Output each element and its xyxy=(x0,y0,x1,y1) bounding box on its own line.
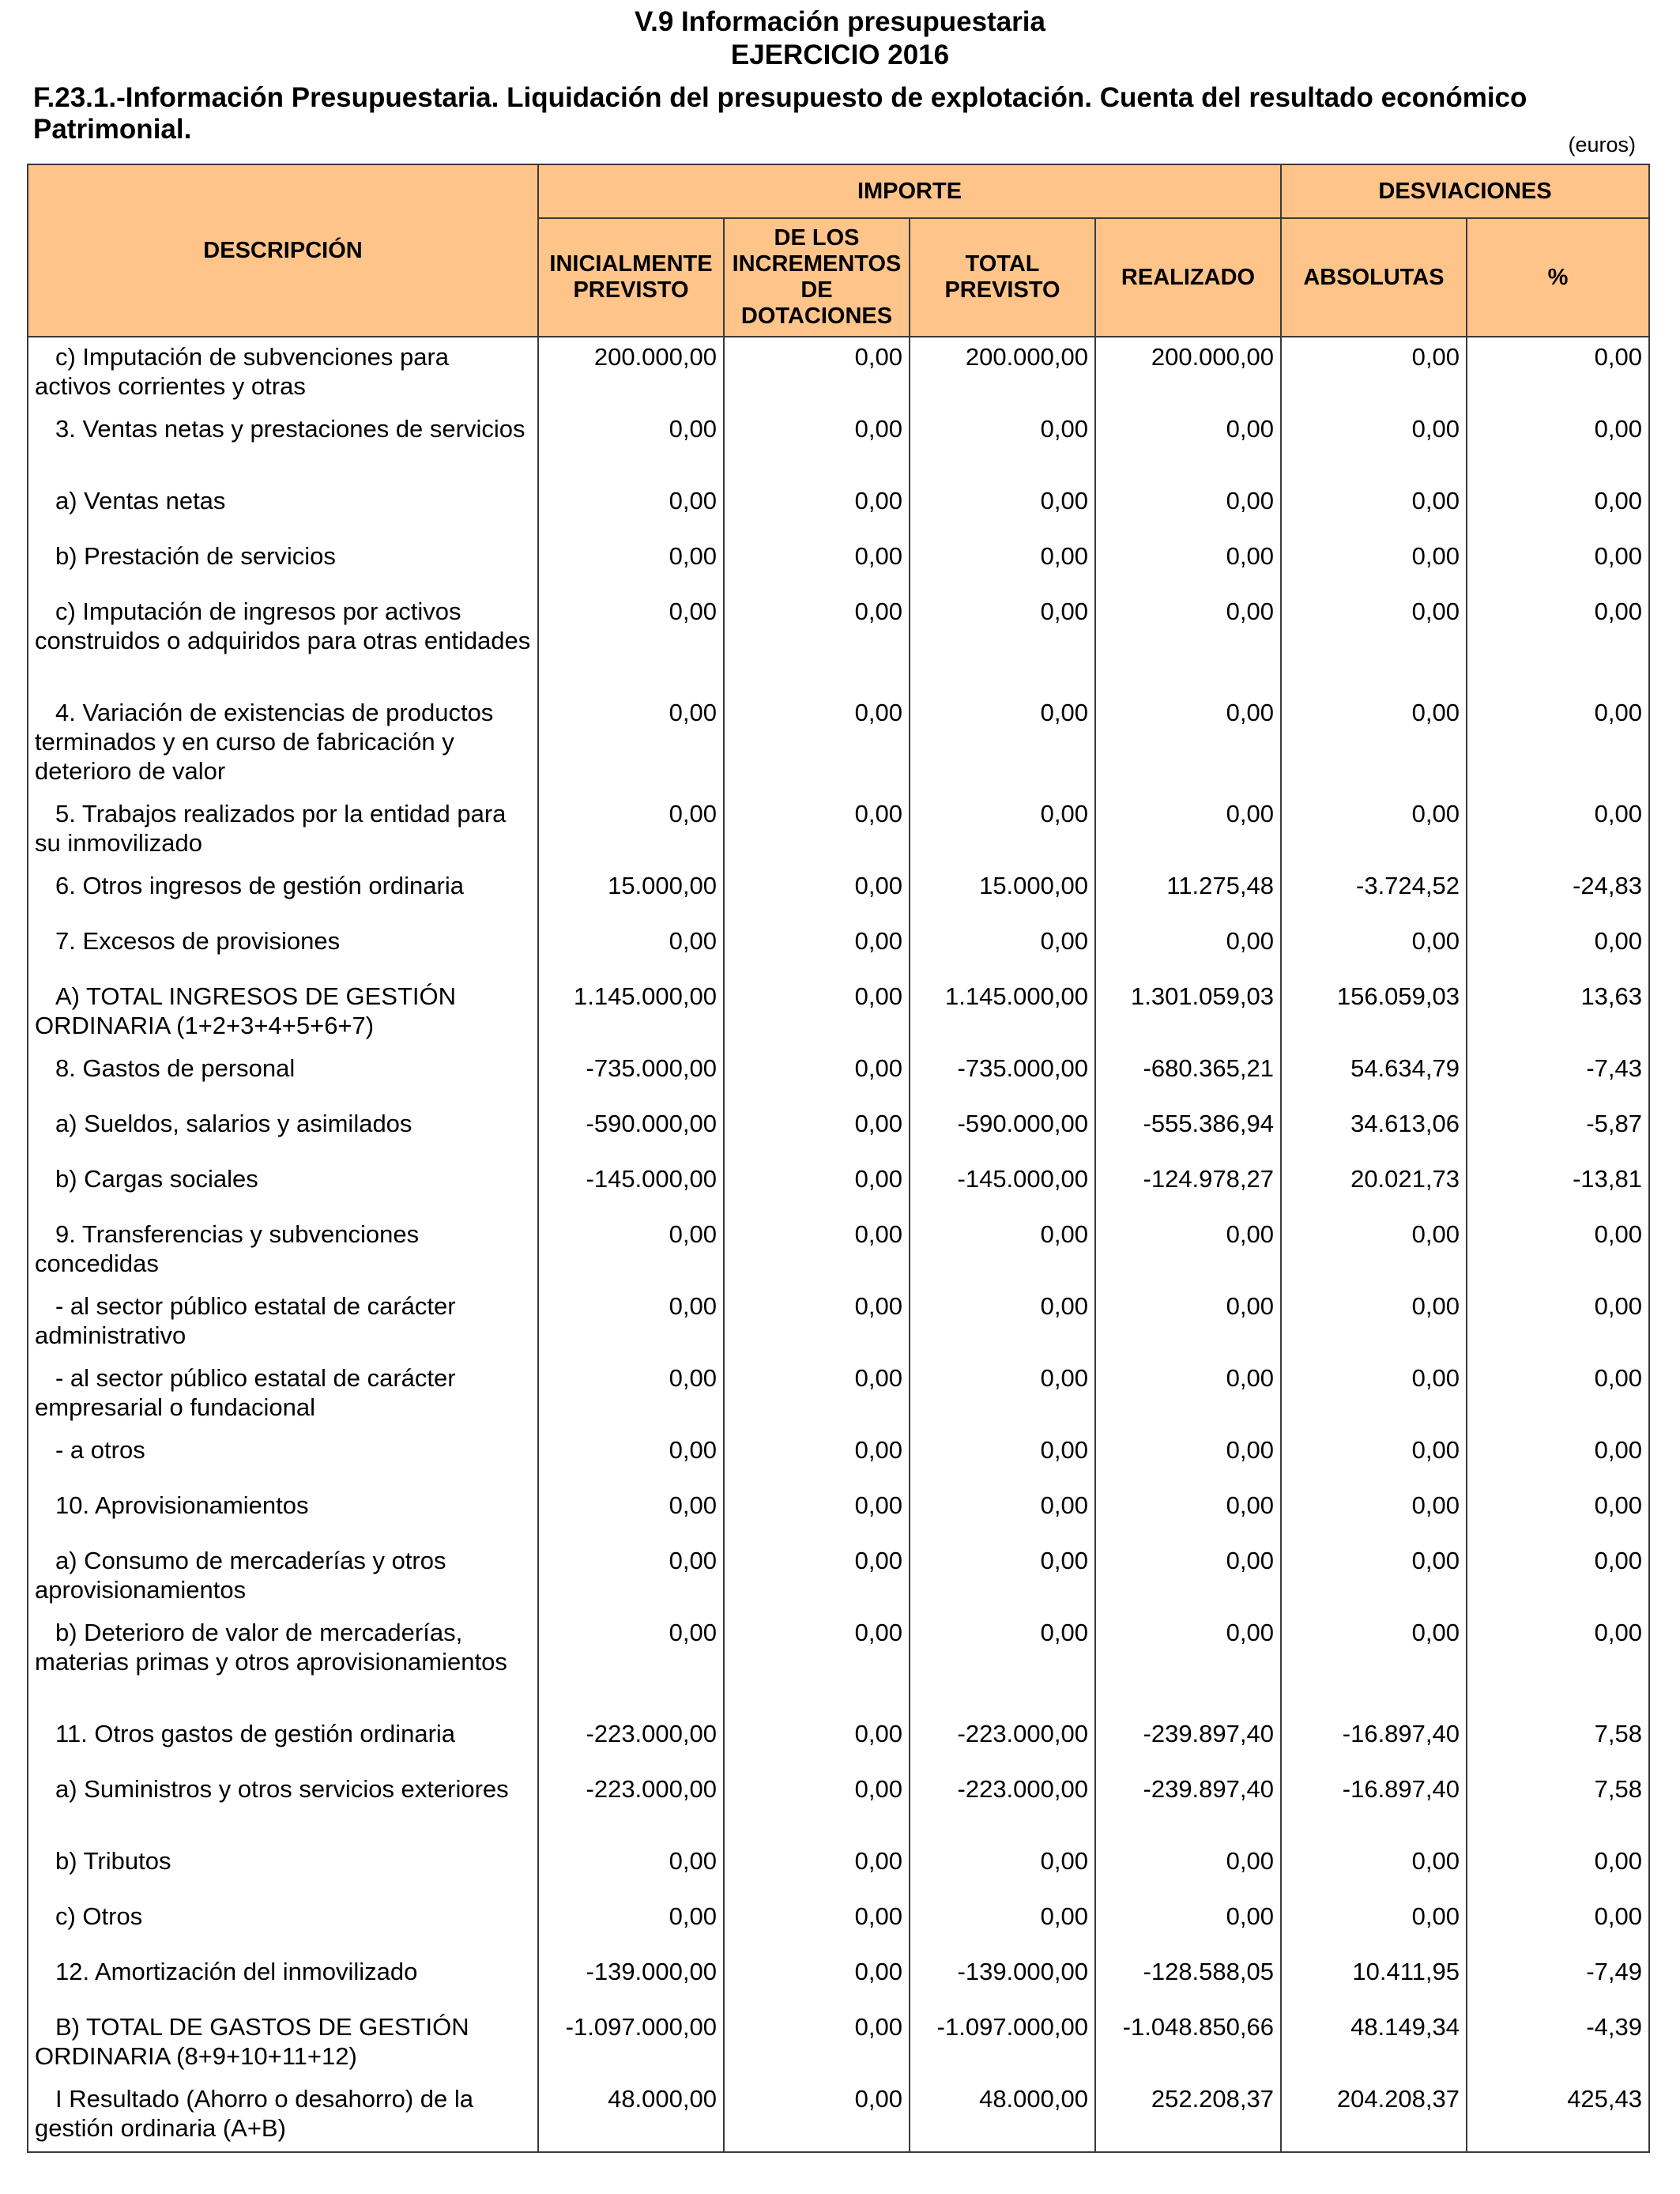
cell-total-previsto: -139.000,00 xyxy=(910,1952,1095,2007)
cell-total-previsto: -1.097.000,00 xyxy=(910,2007,1095,2079)
cell-inicialmente-previsto: 0,00 xyxy=(538,794,724,866)
cell-absolutas: 0,00 xyxy=(1281,1897,1467,1952)
cell-incrementos: 0,00 xyxy=(724,922,910,977)
row-description: 6. Otros ingresos de gestión ordinaria xyxy=(55,872,464,899)
cell-absolutas: -3.724,52 xyxy=(1281,866,1467,922)
cell-porcentaje: 0,00 xyxy=(1467,1359,1649,1431)
cell-total-previsto: 0,00 xyxy=(910,1842,1095,1897)
cell-inicialmente-previsto: 0,00 xyxy=(538,1541,724,1613)
cell-realizado: -555.386,94 xyxy=(1095,1104,1281,1159)
cell-absolutas: 0,00 xyxy=(1281,592,1467,693)
table-row xyxy=(28,1215,1649,1287)
row-description: 12. Amortización del inmovilizado xyxy=(55,1958,418,1985)
row-description-cell xyxy=(28,1714,538,1770)
cell-absolutas: 0,00 xyxy=(1281,922,1467,977)
cell-realizado: 0,00 xyxy=(1095,1359,1281,1431)
cell-inicialmente-previsto: 0,00 xyxy=(538,1287,724,1359)
cell-inicialmente-previsto: 0,00 xyxy=(538,922,724,977)
cell-total-previsto: 0,00 xyxy=(910,1613,1095,1714)
cell-total-previsto: 0,00 xyxy=(910,409,1095,481)
cell-inicialmente-previsto: -590.000,00 xyxy=(538,1104,724,1159)
cell-porcentaje: 0,00 xyxy=(1467,592,1649,693)
cell-incrementos: 0,00 xyxy=(724,592,910,693)
row-description-cell xyxy=(28,2007,538,2079)
cell-inicialmente-previsto: -139.000,00 xyxy=(538,1952,724,2007)
cell-absolutas: 54.634,79 xyxy=(1281,1049,1467,1104)
table-row xyxy=(28,922,1649,977)
cell-absolutas: 0,00 xyxy=(1281,1215,1467,1287)
row-description-cell xyxy=(28,1215,538,1287)
cell-porcentaje: 0,00 xyxy=(1467,794,1649,866)
cell-porcentaje: 0,00 xyxy=(1467,1541,1649,1613)
table-row xyxy=(28,1541,1649,1613)
table-row xyxy=(28,481,1649,537)
col-header-total-previsto: TOTAL PREVISTO xyxy=(910,218,1095,337)
cell-absolutas: 0,00 xyxy=(1281,693,1467,794)
cell-absolutas: -16.897,40 xyxy=(1281,1714,1467,1770)
table-row xyxy=(28,1842,1649,1897)
cell-realizado: -680.365,21 xyxy=(1095,1049,1281,1104)
cell-total-previsto: 0,00 xyxy=(910,794,1095,866)
cell-inicialmente-previsto: 0,00 xyxy=(538,1359,724,1431)
row-description: - al sector público estatal de carácter administrativo xyxy=(35,1292,456,1349)
cell-total-previsto: 0,00 xyxy=(910,1215,1095,1287)
cell-realizado: -239.897,40 xyxy=(1095,1714,1281,1770)
cell-absolutas: 10.411,95 xyxy=(1281,1952,1467,2007)
cell-realizado: -124.978,27 xyxy=(1095,1159,1281,1215)
row-description-cell xyxy=(28,1952,538,2007)
row-description-cell xyxy=(28,1897,538,1952)
cell-realizado: 1.301.059,03 xyxy=(1095,977,1281,1049)
cell-absolutas: 0,00 xyxy=(1281,794,1467,866)
cell-incrementos: 0,00 xyxy=(724,977,910,1049)
table-row xyxy=(28,1486,1649,1541)
cell-incrementos: 0,00 xyxy=(724,1952,910,2007)
cell-incrementos: 0,00 xyxy=(724,2079,910,2152)
table-row xyxy=(28,592,1649,693)
row-description: - a otros xyxy=(55,1436,145,1464)
cell-inicialmente-previsto: 0,00 xyxy=(538,592,724,693)
cell-porcentaje: -7,49 xyxy=(1467,1952,1649,2007)
row-description: 4. Variación de existencias de productos terminados y en curso de fabricación y deterioro de valor xyxy=(35,699,494,785)
cell-inicialmente-previsto: -223.000,00 xyxy=(538,1770,724,1842)
cell-realizado: -128.588,05 xyxy=(1095,1952,1281,2007)
cell-incrementos: 0,00 xyxy=(724,1431,910,1486)
cell-total-previsto: 1.145.000,00 xyxy=(910,977,1095,1049)
cell-incrementos: 0,00 xyxy=(724,1897,910,1952)
table-body xyxy=(28,337,1649,2152)
cell-porcentaje: -13,81 xyxy=(1467,1159,1649,1215)
cell-realizado: 0,00 xyxy=(1095,592,1281,693)
cell-total-previsto: -223.000,00 xyxy=(910,1770,1095,1842)
cell-incrementos: 0,00 xyxy=(724,1770,910,1842)
cell-realizado: 0,00 xyxy=(1095,1486,1281,1541)
row-description: 9. Transferencias y subvenciones concedidas xyxy=(35,1220,420,1277)
cell-absolutas: 0,00 xyxy=(1281,1287,1467,1359)
row-description-cell xyxy=(28,866,538,922)
cell-incrementos: 0,00 xyxy=(724,2007,910,2079)
cell-inicialmente-previsto: -145.000,00 xyxy=(538,1159,724,1215)
cell-realizado: 0,00 xyxy=(1095,1541,1281,1613)
col-header-descripcion: DESCRIPCIÓN xyxy=(28,164,538,337)
cell-inicialmente-previsto: 200.000,00 xyxy=(538,337,724,409)
cell-absolutas: 0,00 xyxy=(1281,481,1467,537)
cell-total-previsto: 0,00 xyxy=(910,537,1095,592)
table-row xyxy=(28,977,1649,1049)
table-row xyxy=(28,1359,1649,1431)
section-title: V.9 Información presupuestaria xyxy=(635,6,1045,37)
cell-incrementos: 0,00 xyxy=(724,337,910,409)
row-description-cell xyxy=(28,1541,538,1613)
report-subtitle: F.23.1.-Información Presupuestaria. Liquidación del presupuesto de explotación. Cuenta del resultado económico Patrimonial. xyxy=(33,82,1527,145)
row-description: 8. Gastos de personal xyxy=(55,1054,296,1082)
table-row xyxy=(28,1431,1649,1486)
cell-incrementos: 0,00 xyxy=(724,1049,910,1104)
cell-inicialmente-previsto: 0,00 xyxy=(538,1613,724,1714)
cell-porcentaje: 0,00 xyxy=(1467,481,1649,537)
cell-total-previsto: 200.000,00 xyxy=(910,337,1095,409)
cell-incrementos: 0,00 xyxy=(724,794,910,866)
cell-porcentaje: 0,00 xyxy=(1467,409,1649,481)
cell-total-previsto: 0,00 xyxy=(910,481,1095,537)
cell-porcentaje: 0,00 xyxy=(1467,693,1649,794)
table-row xyxy=(28,1897,1649,1952)
row-description: c) Otros xyxy=(55,1902,143,1930)
cell-incrementos: 0,00 xyxy=(724,1541,910,1613)
col-header-realizado: REALIZADO xyxy=(1095,218,1281,337)
table-row xyxy=(28,866,1649,922)
cell-total-previsto: 0,00 xyxy=(910,592,1095,693)
cell-total-previsto: 0,00 xyxy=(910,1486,1095,1541)
cell-inicialmente-previsto: 0,00 xyxy=(538,1842,724,1897)
units-label: (euros) xyxy=(1568,133,1636,156)
row-description: b) Prestación de servicios xyxy=(55,542,336,570)
cell-absolutas: 0,00 xyxy=(1281,1359,1467,1431)
cell-inicialmente-previsto: 0,00 xyxy=(538,1897,724,1952)
cell-inicialmente-previsto: -223.000,00 xyxy=(538,1714,724,1770)
row-description: b) Cargas sociales xyxy=(55,1165,258,1193)
row-description-cell xyxy=(28,337,538,409)
exercise-year: EJERCICIO 2016 xyxy=(730,40,950,70)
cell-incrementos: 0,00 xyxy=(724,481,910,537)
row-description: 7. Excesos de provisiones xyxy=(55,927,341,955)
cell-absolutas: 34.613,06 xyxy=(1281,1104,1467,1159)
cell-total-previsto: -590.000,00 xyxy=(910,1104,1095,1159)
cell-incrementos: 0,00 xyxy=(724,693,910,794)
row-description-cell xyxy=(28,922,538,977)
table-row xyxy=(28,1770,1649,1842)
cell-porcentaje: 425,43 xyxy=(1467,2079,1649,2152)
table-row xyxy=(28,693,1649,794)
table-row xyxy=(28,1714,1649,1770)
cell-porcentaje: 0,00 xyxy=(1467,337,1649,409)
table-row xyxy=(28,794,1649,866)
cell-inicialmente-previsto: 0,00 xyxy=(538,409,724,481)
cell-absolutas: 20.021,73 xyxy=(1281,1159,1467,1215)
col-header-porcentaje: % xyxy=(1467,218,1649,337)
col-header-absolutas: ABSOLUTAS xyxy=(1281,218,1467,337)
cell-porcentaje: 0,00 xyxy=(1467,922,1649,977)
cell-incrementos: 0,00 xyxy=(724,1714,910,1770)
cell-total-previsto: 15.000,00 xyxy=(910,866,1095,922)
table-row xyxy=(28,337,1649,409)
cell-inicialmente-previsto: 0,00 xyxy=(538,1215,724,1287)
cell-incrementos: 0,00 xyxy=(724,1842,910,1897)
cell-total-previsto: 0,00 xyxy=(910,1359,1095,1431)
cell-realizado: 0,00 xyxy=(1095,1897,1281,1952)
cell-total-previsto: 0,00 xyxy=(910,1897,1095,1952)
cell-total-previsto: -735.000,00 xyxy=(910,1049,1095,1104)
row-description: - al sector público estatal de carácter empresarial o fundacional xyxy=(35,1364,456,1421)
cell-realizado: 0,00 xyxy=(1095,693,1281,794)
table-row xyxy=(28,1952,1649,2007)
cell-incrementos: 0,00 xyxy=(724,1215,910,1287)
cell-incrementos: 0,00 xyxy=(724,1613,910,1714)
col-header-inicialmente-previsto: INICIALMENTE PREVISTO xyxy=(538,218,724,337)
cell-realizado: 0,00 xyxy=(1095,1215,1281,1287)
cell-realizado: 252.208,37 xyxy=(1095,2079,1281,2152)
cell-total-previsto: 48.000,00 xyxy=(910,2079,1095,2152)
cell-porcentaje: -4,39 xyxy=(1467,2007,1649,2079)
cell-porcentaje: 0,00 xyxy=(1467,1842,1649,1897)
cell-incrementos: 0,00 xyxy=(724,1287,910,1359)
cell-total-previsto: 0,00 xyxy=(910,922,1095,977)
cell-porcentaje: -7,43 xyxy=(1467,1049,1649,1104)
cell-realizado: 0,00 xyxy=(1095,481,1281,537)
cell-absolutas: 0,00 xyxy=(1281,1486,1467,1541)
cell-incrementos: 0,00 xyxy=(724,1486,910,1541)
cell-inicialmente-previsto: 15.000,00 xyxy=(538,866,724,922)
row-description: 11. Otros gastos de gestión ordinaria xyxy=(55,1720,456,1747)
row-description-cell xyxy=(28,977,538,1049)
cell-inicialmente-previsto: -1.097.000,00 xyxy=(538,2007,724,2079)
cell-absolutas: -16.897,40 xyxy=(1281,1770,1467,1842)
table-row xyxy=(28,1049,1649,1104)
row-description: A) TOTAL INGRESOS DE GESTIÓN ORDINARIA (1+2+3+4+5+6+7) xyxy=(35,982,457,1039)
row-description: B) TOTAL DE GASTOS DE GESTIÓN ORDINARIA (8+9+10+11+12) xyxy=(35,2013,469,2070)
cell-realizado: 0,00 xyxy=(1095,1431,1281,1486)
cell-total-previsto: -145.000,00 xyxy=(910,1159,1095,1215)
row-description-cell xyxy=(28,1486,538,1541)
cell-porcentaje: 0,00 xyxy=(1467,1215,1649,1287)
row-description: 5. Trabajos realizados por la entidad para su inmovilizado xyxy=(35,800,507,857)
cell-incrementos: 0,00 xyxy=(724,537,910,592)
row-description-cell xyxy=(28,1049,538,1104)
cell-total-previsto: 0,00 xyxy=(910,1541,1095,1613)
cell-inicialmente-previsto: 0,00 xyxy=(538,481,724,537)
row-description-cell xyxy=(28,537,538,592)
cell-inicialmente-previsto: 1.145.000,00 xyxy=(538,977,724,1049)
row-description: b) Deterioro de valor de mercaderías, materias primas y otros aprovisionamientos xyxy=(35,1619,507,1676)
row-description-cell xyxy=(28,1613,538,1714)
table-row xyxy=(28,409,1649,481)
table-row xyxy=(28,1613,1649,1714)
cell-incrementos: 0,00 xyxy=(724,1359,910,1431)
cell-porcentaje: 13,63 xyxy=(1467,977,1649,1049)
cell-realizado: 0,00 xyxy=(1095,794,1281,866)
budget-table xyxy=(27,164,1650,2153)
table-row xyxy=(28,537,1649,592)
cell-realizado: 0,00 xyxy=(1095,537,1281,592)
cell-realizado: 0,00 xyxy=(1095,1842,1281,1897)
row-description: a) Consumo de mercaderías y otros aprovisionamientos xyxy=(35,1547,446,1604)
row-description: a) Ventas netas xyxy=(55,487,226,515)
cell-total-previsto: -223.000,00 xyxy=(910,1714,1095,1770)
cell-inicialmente-previsto: 0,00 xyxy=(538,537,724,592)
cell-incrementos: 0,00 xyxy=(724,409,910,481)
row-description-cell xyxy=(28,592,538,693)
cell-inicialmente-previsto: 0,00 xyxy=(538,693,724,794)
table-row xyxy=(28,2079,1649,2152)
cell-absolutas: 0,00 xyxy=(1281,537,1467,592)
cell-absolutas: 156.059,03 xyxy=(1281,977,1467,1049)
col-group-desviaciones: DESVIACIONES xyxy=(1281,164,1649,218)
cell-absolutas: 204.208,37 xyxy=(1281,2079,1467,2152)
cell-porcentaje: -5,87 xyxy=(1467,1104,1649,1159)
table-row xyxy=(28,1287,1649,1359)
cell-total-previsto: 0,00 xyxy=(910,693,1095,794)
cell-absolutas: 0,00 xyxy=(1281,1541,1467,1613)
cell-realizado: 11.275,48 xyxy=(1095,866,1281,922)
table-row xyxy=(28,1104,1649,1159)
row-description: c) Imputación de subvenciones para activos corrientes y otras xyxy=(35,343,450,400)
row-description-cell xyxy=(28,2079,538,2152)
row-description-cell xyxy=(28,794,538,866)
cell-incrementos: 0,00 xyxy=(724,1104,910,1159)
cell-incrementos: 0,00 xyxy=(724,866,910,922)
row-description: a) Suministros y otros servicios exteriores xyxy=(55,1775,509,1803)
cell-absolutas: 0,00 xyxy=(1281,1842,1467,1897)
cell-porcentaje: 0,00 xyxy=(1467,1486,1649,1541)
row-description: I Resultado (Ahorro o desahorro) de la gestión ordinaria (A+B) xyxy=(35,2085,474,2142)
cell-total-previsto: 0,00 xyxy=(910,1431,1095,1486)
row-description-cell xyxy=(28,1287,538,1359)
cell-porcentaje: -24,83 xyxy=(1467,866,1649,922)
row-description: 10. Aprovisionamientos xyxy=(55,1491,309,1519)
col-group-importe: IMPORTE xyxy=(538,164,1281,218)
table-row xyxy=(28,2007,1649,2079)
cell-absolutas: 0,00 xyxy=(1281,1613,1467,1714)
cell-incrementos: 0,00 xyxy=(724,1159,910,1215)
cell-absolutas: 48.149,34 xyxy=(1281,2007,1467,2079)
cell-realizado: -1.048.850,66 xyxy=(1095,2007,1281,2079)
row-description-cell xyxy=(28,1842,538,1897)
row-description-cell xyxy=(28,409,538,481)
row-description-cell xyxy=(28,1359,538,1431)
row-description-cell xyxy=(28,481,538,537)
cell-inicialmente-previsto: 0,00 xyxy=(538,1486,724,1541)
cell-absolutas: 0,00 xyxy=(1281,409,1467,481)
row-description-cell xyxy=(28,1104,538,1159)
cell-realizado: -239.897,40 xyxy=(1095,1770,1281,1842)
cell-realizado: 0,00 xyxy=(1095,1613,1281,1714)
row-description-cell xyxy=(28,1159,538,1215)
row-description-cell xyxy=(28,1770,538,1842)
row-description: b) Tributos xyxy=(55,1847,171,1875)
table-row xyxy=(28,1159,1649,1215)
cell-porcentaje: 0,00 xyxy=(1467,1287,1649,1359)
row-description: 3. Ventas netas y prestaciones de servicios xyxy=(55,415,525,443)
row-description-cell xyxy=(28,1431,538,1486)
row-description: a) Sueldos, salarios y asimilados xyxy=(55,1110,412,1137)
cell-inicialmente-previsto: 0,00 xyxy=(538,1431,724,1486)
row-description: c) Imputación de ingresos por activos construidos o adquiridos para otras entidades xyxy=(35,598,531,654)
cell-realizado: 0,00 xyxy=(1095,922,1281,977)
cell-absolutas: 0,00 xyxy=(1281,337,1467,409)
cell-total-previsto: 0,00 xyxy=(910,1287,1095,1359)
cell-realizado: 0,00 xyxy=(1095,409,1281,481)
col-header-incrementos: DE LOS INCREMENTOS DE DOTACIONES xyxy=(724,218,910,337)
row-description-cell xyxy=(28,693,538,794)
cell-inicialmente-previsto: 48.000,00 xyxy=(538,2079,724,2152)
cell-porcentaje: 0,00 xyxy=(1467,1897,1649,1952)
cell-porcentaje: 0,00 xyxy=(1467,1431,1649,1486)
cell-absolutas: 0,00 xyxy=(1281,1431,1467,1486)
cell-realizado: 200.000,00 xyxy=(1095,337,1281,409)
cell-porcentaje: 7,58 xyxy=(1467,1714,1649,1770)
cell-inicialmente-previsto: -735.000,00 xyxy=(538,1049,724,1104)
cell-porcentaje: 0,00 xyxy=(1467,537,1649,592)
cell-porcentaje: 7,58 xyxy=(1467,1770,1649,1842)
cell-porcentaje: 0,00 xyxy=(1467,1613,1649,1714)
cell-realizado: 0,00 xyxy=(1095,1287,1281,1359)
